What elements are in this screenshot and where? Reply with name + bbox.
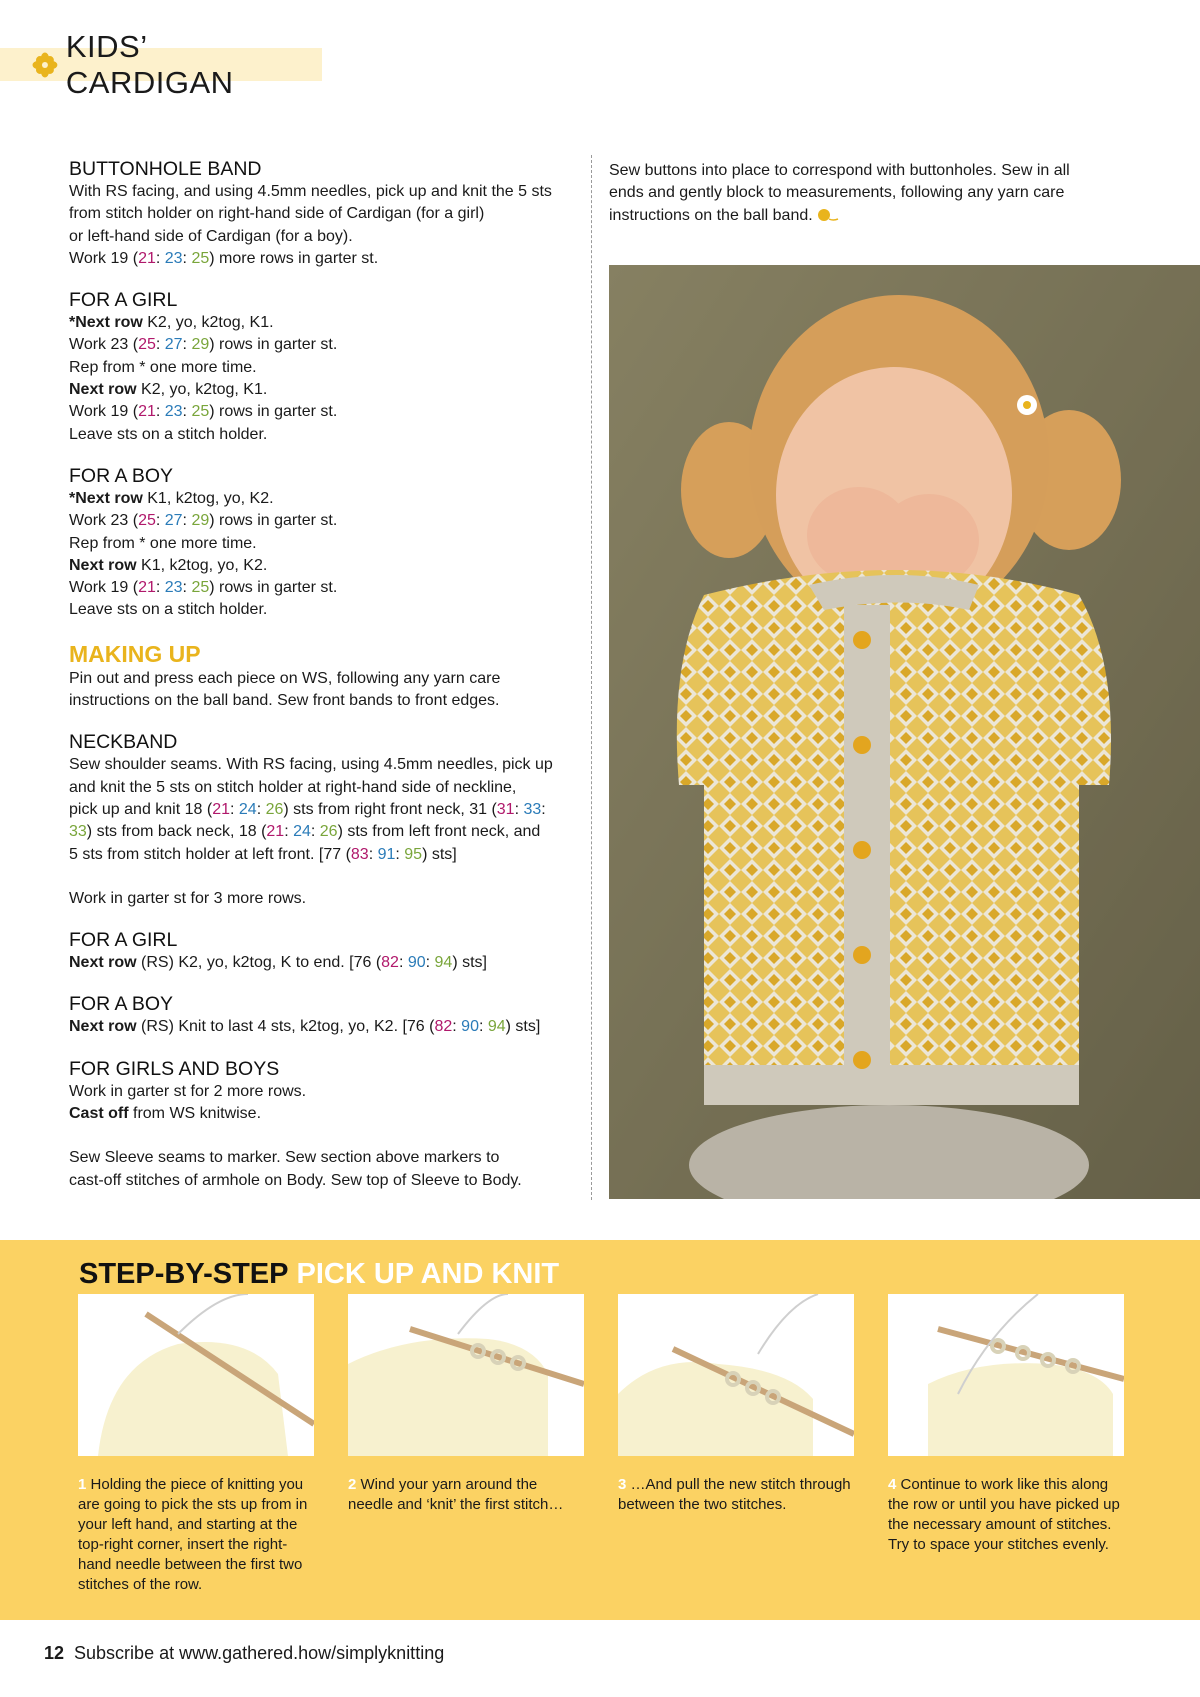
text-line: *Next row K1, k2tog, yo, K2. xyxy=(69,489,274,507)
neckband-section xyxy=(69,730,579,910)
text-line: Next row (RS) K2, yo, k2tog, K to end. [76 (82: 90: 94) sts] xyxy=(69,954,487,972)
text-line: Sew shoulder seams. With RS facing, using 4.5mm needles, pick up xyxy=(69,756,553,774)
girl-neckband-section xyxy=(69,928,579,974)
step-caption: 1 Holding the piece of knitting you are going to pick the sts up from in your left hand, and starting at the top-right corner, insert the right-hand needle between the first two stitches of the row. xyxy=(78,1476,308,1593)
text-line: Pin out and press each piece on WS, following any yarn care xyxy=(69,669,501,687)
girl-buttonhole-section xyxy=(69,288,579,446)
step-caption: 2 Wind your yarn around the needle and ‘knit’ the first stitch… xyxy=(348,1476,564,1513)
pattern-instructions xyxy=(69,157,579,1210)
text-line: Work in garter st for 2 more rows. xyxy=(69,1082,307,1100)
section-heading: FOR A BOY xyxy=(69,464,174,487)
column-divider xyxy=(591,155,592,1200)
step-photo xyxy=(78,1294,314,1456)
text-line: Rep from * one more time. xyxy=(69,534,257,552)
text-line: Work 23 (25: 27: 29) rows in garter st. xyxy=(69,512,338,530)
step-by-step-heading: STEP-BY-STEP PICK UP AND KNIT xyxy=(79,1258,560,1290)
text-line: from stitch holder on right-hand side of Cardigan (for a girl) xyxy=(69,205,485,223)
text-line: or left-hand side of Cardigan (for a boy). xyxy=(69,227,353,245)
text-line: Next row (RS) Knit to last 4 sts, k2tog, yo, K2. [76 (82: 90: 94) sts] xyxy=(69,1018,541,1036)
text-line: 5 sts from stitch holder at left front. [77 (83: 91: 95) sts] xyxy=(69,845,457,863)
section-heading: NECKBAND xyxy=(69,731,178,754)
yarn-ball-icon xyxy=(817,208,839,222)
page-number: 12 xyxy=(44,1643,65,1663)
flower-icon xyxy=(32,52,58,78)
text-line: Next row K2, yo, k2tog, K1. xyxy=(69,381,268,399)
text-line: With RS facing, and using 4.5mm needles, pick up and knit the 5 sts xyxy=(69,183,552,200)
step-caption: 3 …And pull the new stitch through between the two stitches. xyxy=(618,1476,851,1513)
text-line: instructions on the ball band. xyxy=(609,205,1099,227)
step-card xyxy=(348,1294,584,1515)
step-photo xyxy=(348,1294,584,1456)
text-line: Sew Sleeve seams to marker. Sew section above markers to xyxy=(69,1149,500,1167)
text-line: pick up and knit 18 (21: 24: 26) sts from right front neck, 31 (31: 33: xyxy=(69,800,546,818)
text-line: ends and gently block to measurements, following any yarn care xyxy=(609,184,1065,202)
text-line: 33) sts from back neck, 18 (21: 24: 26) sts from left front neck, and xyxy=(69,823,541,841)
text-line: Leave sts on a stitch holder. xyxy=(69,601,268,619)
step-photo xyxy=(618,1294,854,1456)
text-line: instructions on the ball band. Sew front bands to front edges. xyxy=(69,692,500,710)
section-heading: FOR A GIRL xyxy=(69,289,178,312)
text-line: Work 23 (25: 27: 29) rows in garter st. xyxy=(69,336,338,354)
section-heading: FOR GIRLS AND BOYS xyxy=(69,1057,280,1080)
page-title: KIDS’ CARDIGAN xyxy=(65,28,234,100)
text-line: and knit the 5 sts on stitch holder at right-hand side of neckline, xyxy=(69,778,517,796)
subscribe-link[interactable]: Subscribe at www.gathered.how/simplyknitting xyxy=(74,1643,445,1663)
text-line: *Next row K2, yo, k2tog, K1. xyxy=(69,314,274,332)
step-by-step-panel xyxy=(0,1240,1200,1620)
finishing-text xyxy=(609,160,1099,227)
section-heading: FOR A GIRL xyxy=(69,929,178,952)
text-line: Sew buttons into place to correspond with buttonholes. Sew in all xyxy=(609,162,1070,179)
text-line: Leave sts on a stitch holder. xyxy=(69,425,268,443)
section-header xyxy=(0,28,322,100)
text-line: Work in garter st for 3 more rows. xyxy=(69,889,307,907)
boy-neckband-section xyxy=(69,992,579,1038)
text-line: Work 19 (21: 23: 25) rows in garter st. xyxy=(69,403,338,421)
text-line: Work 19 (21: 23: 25) rows in garter st. xyxy=(69,579,338,597)
buttonhole-band-section xyxy=(69,157,579,270)
text-line: Work 19 (21: 23: 25) more rows in garter st. xyxy=(69,249,379,267)
page-footer xyxy=(44,1643,444,1664)
section-heading: MAKING UP xyxy=(69,640,201,667)
step-card xyxy=(888,1294,1124,1555)
section-heading: BUTTONHOLE BAND xyxy=(69,158,262,180)
child-cardigan-photo xyxy=(609,265,1200,1199)
text-line: Cast off from WS knitwise. xyxy=(69,1105,262,1123)
girls-and-boys-section xyxy=(69,1057,579,1192)
step-photo xyxy=(888,1294,1124,1456)
step-card xyxy=(618,1294,854,1515)
text-line: Next row K1, k2tog, yo, K2. xyxy=(69,556,268,574)
boy-buttonhole-section xyxy=(69,464,579,622)
step-card xyxy=(78,1294,314,1595)
section-heading: FOR A BOY xyxy=(69,993,174,1016)
text-line: Rep from * one more time. xyxy=(69,358,257,376)
making-up-section xyxy=(69,640,579,713)
step-caption: 4 Continue to work like this along the row or until you have picked up the necessary amount of stitches. Try to space your stitches evenly. xyxy=(888,1476,1120,1553)
text-line: cast-off stitches of armhole on Body. Sew top of Sleeve to Body. xyxy=(69,1171,522,1189)
